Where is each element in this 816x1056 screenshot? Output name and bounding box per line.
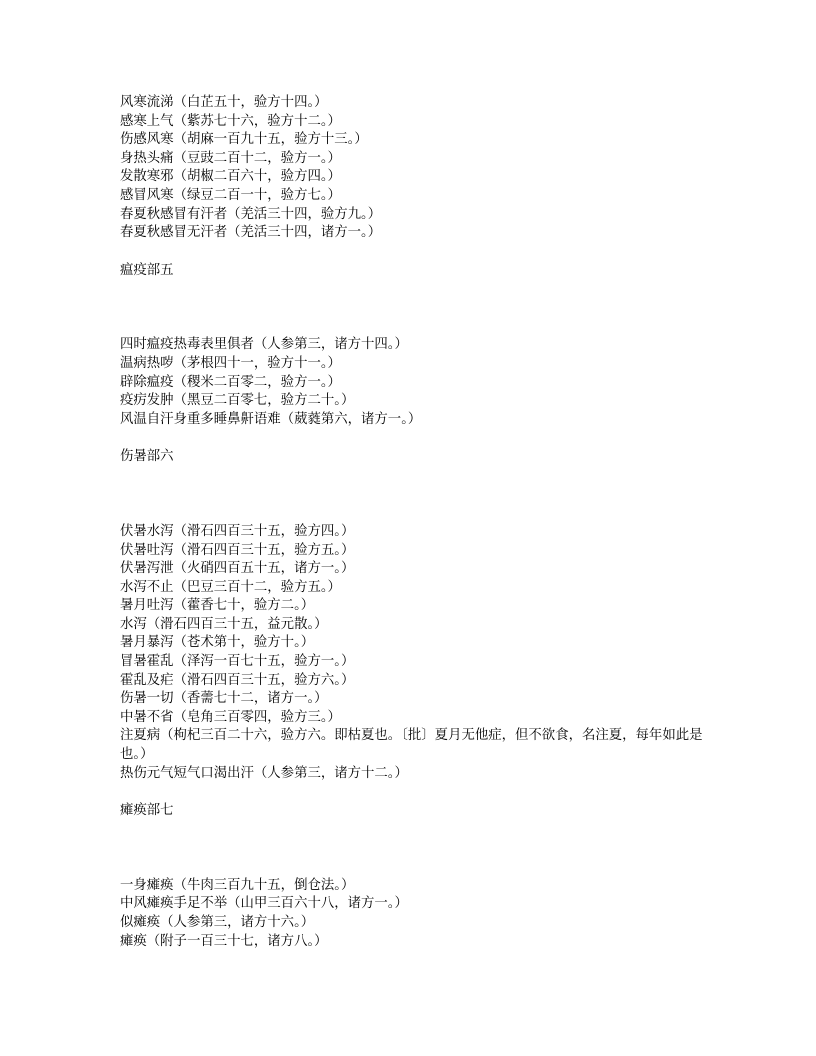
section-cold [120,94,710,243]
section-heading-heatstroke: 伤暑部六 [120,449,174,465]
entry-line: 似瘫痪（人参第三，诸方十六。） [120,915,315,930]
entry-line: 感寒上气（紫苏七十六，验方十二。） [120,113,341,129]
entry-line: 中风瘫痪手足不举（山甲三百六十八，诸方一。） [120,896,408,912]
entry-line: 伤暑一切（香薷七十二，诸方一。） [120,691,328,707]
entry-line: 霍乱及疟（滑石四百三十五，验方六。） [120,672,355,688]
entry-line: 温病热哕（茅根四十一，验方十一。） [120,355,341,371]
entry-line: 伏暑泻泄（火硝四百五十五，诸方一。） [120,561,355,577]
entry-line: 冒暑霍乱（泽泻一百七十五，验方一。） [120,654,355,670]
section-heading-paralysis: 瘫痪部七 [120,803,174,819]
section-heatstroke [120,523,710,783]
entry-line: 注夏病（枸杞三百二十六，验方六。即枯夏也。〔批〕夏月无他症，但不欲食，名注夏，每年如此是也。） [120,728,703,763]
section-paralysis [120,877,710,951]
entry-line: 春夏秋感冒无汗者（羌活三十四，诸方一。） [120,225,382,241]
entry-line: 水泻（滑石四百三十五，益元散。） [120,616,328,632]
entry-line: 伏暑吐泻（滑石四百三十五，验方五。） [120,542,355,558]
entry-line: 中暑不省（皂角三百零四，验方三。） [120,709,341,725]
entry-line: 伤感风寒（胡麻一百九十五，验方十三。） [120,132,368,148]
entry-line: 发散寒邪（胡椒二百六十，验方四。） [120,169,341,185]
document-page [120,94,710,951]
entry-line: 疫疠发肿（黑豆二百零七，验方二十。） [120,393,355,409]
entry-line: 热伤元气短气口渴出汗（人参第三，诸方十二。） [120,765,408,781]
section-plague [120,336,710,429]
entry-line: 暑月暴泻（苍术第十，验方十。） [120,635,315,651]
entry-line: 四时瘟疫热毒表里俱者（人参第三，诸方十四。） [120,337,408,353]
section-heading-plague: 瘟疫部五 [120,262,174,278]
entry-line: 瘫痪（附子一百三十七，诸方八。） [120,933,328,949]
entry-line: 辟除瘟疫（稷米二百零二，验方一。） [120,374,341,390]
entry-line: 一身瘫痪（牛肉三百九十五，倒仓法。） [120,877,355,893]
entry-line: 风温自汗身重多睡鼻鼾语难（葳蕤第六，诸方一。） [120,411,422,427]
entry-line: 暑月吐泻（藿香七十，验方二。） [120,598,315,614]
entry-line: 伏暑水泻（滑石四百三十五，验方四。） [120,523,355,539]
entry-line: 感冒风寒（绿豆二百一十，验方七。） [120,187,341,203]
entry-line: 身热头痛（豆豉二百十二，验方一。） [120,150,341,166]
entry-line: 水泻不止（巴豆三百十二，验方五。） [120,579,341,595]
entry-line: 风寒流涕（白芷五十，验方十四。） [120,95,328,110]
entry-line: 春夏秋感冒有汗者（羌活三十四，验方九。） [120,206,382,222]
